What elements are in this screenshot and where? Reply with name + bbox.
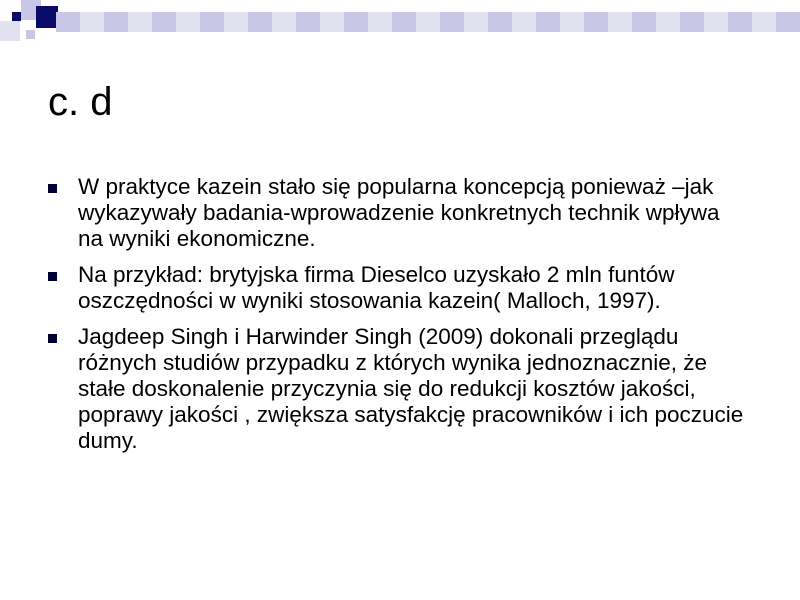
- square-bullet-icon: [48, 272, 57, 281]
- stripe-cell: [656, 12, 680, 32]
- stripe-cell: [752, 12, 776, 32]
- stripe-cell: [224, 12, 248, 32]
- bullet-text: W praktyce kazein stało się popularna koncepcją ponieważ –jak wykazywały badania-wprowadzenie konkretnych technik wpływa na wyniki ekonomiczne.: [78, 174, 720, 251]
- decor-square-lavender-small: [26, 30, 35, 39]
- stripe-cell: [440, 12, 464, 32]
- header-stripe: [56, 12, 800, 32]
- stripe-cell: [56, 12, 80, 32]
- stripe-cell: [608, 12, 632, 32]
- stripe-cell: [176, 12, 200, 32]
- bullet-item: [48, 174, 748, 252]
- stripe-cell: [560, 12, 584, 32]
- stripe-cell: [320, 12, 344, 32]
- decor-square-navy: [12, 12, 21, 21]
- stripe-cell: [680, 12, 704, 32]
- decor-square-navy-large: [36, 6, 58, 28]
- square-bullet-icon: [48, 184, 57, 193]
- stripe-cell: [464, 12, 488, 32]
- stripe-cell: [344, 12, 368, 32]
- slide-title: c. d: [48, 80, 113, 124]
- stripe-cell: [728, 12, 752, 32]
- stripe-cell: [200, 12, 224, 32]
- stripe-cell: [536, 12, 560, 32]
- stripe-cell: [128, 12, 152, 32]
- stripe-cell: [416, 12, 440, 32]
- bullet-text: Jagdeep Singh i Harwinder Singh (2009) dokonali przeglądu różnych studiów przypadku z których wynika jednoznacznie, że stałe doskonalenie przyczynia się do redukcji kosztów jakości, poprawy jakości , zwiększa satysfakcję pracowników i ich poczucie dumy.: [78, 324, 744, 453]
- bullet-text: Na przykład: brytyjska firma Dieselco uzyskało 2 mln funtów oszczędności w wyniki stosowania kazein( Malloch, 1997).: [78, 262, 675, 313]
- decor-square-light: [0, 21, 20, 41]
- stripe-cell: [392, 12, 416, 32]
- stripe-cell: [152, 12, 176, 32]
- bullet-item: [48, 262, 748, 314]
- stripe-cell: [368, 12, 392, 32]
- stripe-cell: [632, 12, 656, 32]
- header-decoration: [0, 0, 800, 56]
- stripe-cell: [584, 12, 608, 32]
- stripe-cell: [488, 12, 512, 32]
- stripe-cell: [296, 12, 320, 32]
- stripe-cell: [104, 12, 128, 32]
- stripe-cell: [776, 12, 800, 32]
- stripe-cell: [248, 12, 272, 32]
- stripe-cell: [80, 12, 104, 32]
- square-bullet-icon: [48, 334, 57, 343]
- stripe-cell: [704, 12, 728, 32]
- stripe-cell: [512, 12, 536, 32]
- stripe-cell: [272, 12, 296, 32]
- bullet-list: [48, 174, 748, 464]
- bullet-item: [48, 324, 748, 454]
